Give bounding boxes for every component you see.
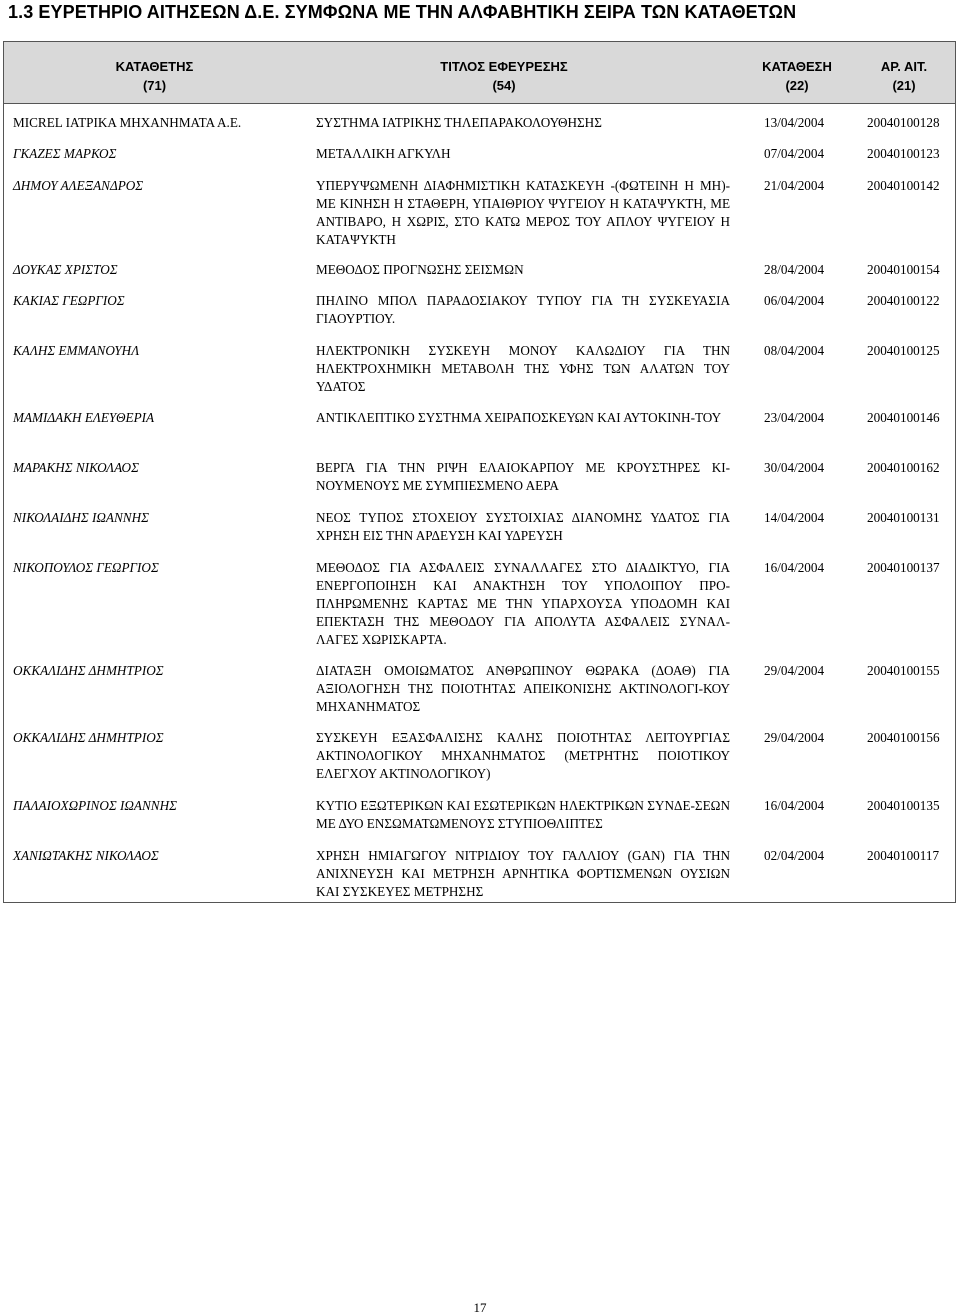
applicant-name: ΟΚΚΑΛΙΔΗΣ ΔΗΜΗΤΡΙΟΣ [13,730,164,745]
filing-date: 29/04/2004 [764,730,825,745]
applicant-name: ΠΑΛΑΙΟΧΩΡΙΝΟΣ ΙΩΑΝΝΗΣ [13,798,177,813]
header-applicant-code: (71) [142,78,167,93]
application-number: 20040100135 [867,798,940,813]
applicant-name: ΝΙΚΟΛΑΙΔΗΣ ΙΩΑΝΝΗΣ [13,510,149,525]
header-filing-date [737,57,857,95]
applicant-name: ΧΑΝΙΩΤΑΚΗΣ ΝΙΚΟΛΑΟΣ [13,848,159,863]
application-number: 20040100137 [867,560,940,575]
invention-title: ΝΕΟΣ ΤΥΠΟΣ ΣΤΟΧΕΙΟΥ ΣΥΣΤΟΙΧΙΑΣ ΔΙΑΝΟΜΗΣ ΥΔΑΤΟΣ ΓΙΑ ΧΡΗΣΗ ΕΙΣ ΤΗΝ ΑΡΔΕΥΣΗ ΚΑΙ ΥΔΡΕΥΣΗ [316,510,730,543]
page-number: 17 [473,1300,487,1315]
header-application-number-code: (21) [892,78,916,93]
filing-date: 16/04/2004 [764,560,825,575]
header-filing-date-code: (22) [785,78,809,93]
application-number: 20040100123 [867,146,940,161]
table-header [4,42,955,104]
applicant-name: ΔΗΜΟΥ ΑΛΕΞΑΝΔΡΟΣ [13,178,144,193]
header-title-label: ΤΙΤΛΟΣ ΕΦΕΥΡΕΣΗΣ [440,59,568,74]
filing-date: 06/04/2004 [764,293,825,308]
header-application-number-label: ΑΡ. ΑΙΤ. [880,59,928,74]
header-applicant-label: ΚΑΤΑΘΕΤΗΣ [115,59,194,74]
invention-title: ΜΕΤΑΛΛΙΚΗ ΑΓΚΥΛΗ [316,146,451,161]
application-number: 20040100142 [867,178,940,193]
applications-table [3,41,956,903]
invention-title: ΜΕΘΟΔΟΣ ΓΙΑ ΑΣΦΑΛΕΙΣ ΣΥΝΑΛΛΑΓΕΣ ΣΤΟ ΔΙΑΔΙΚΤΥΟ, ΓΙΑ ΕΝΕΡΓΟΠΟΙΗΣΗ ΚΑΙ ΑΝΑΚΤΗΣΗ ΤΟΥ ΥΠΟΛΟΙΠΟΥ ΠΡΟ-ΠΛΗΡΩΜΕΝΗΣ ΚΑΡΤΑΣ ΜΕ ΤΗΝ ΥΠΑΡΧΟΥΣΑ ΥΠΟΔΟΜΗ ΚΑΙ ΕΠΕΚΤΑΣΗ ΤΗΣ ΜΕΘΟΔΟΥ ΓΙΑ ΑΠΟΛΥΤΑ ΑΣΦΑΛΕΙΣ ΣΥΝΑΛ-ΛΑΓΕΣ ΧΩΡΙΣΚΑΡΤΑ. [316,560,730,647]
invention-title: ΣΥΣΚΕΥΗ ΕΞΑΣΦΑΛΙΣΗΣ ΚΑΛΗΣ ΠΟΙΟΤΗΤΑΣ ΛΕΙΤΟΥΡΓΙΑΣ ΑΚΤΙΝΟΛΟΓΙΚΟΥ ΜΗΧΑΝΗΜΑΤΟΣ (ΜΕΤΡΗΤΗΣ ΠΟΙΟΤΙΚΟΥ ΕΛΕΓΧΟΥ ΑΚΤΙΝΟΛΟΓΙΚΟΥ) [316,730,730,781]
filing-date: 07/04/2004 [764,146,825,161]
header-application-number [854,57,954,95]
filing-date: 02/04/2004 [764,848,825,863]
header-filing-date-label: ΚΑΤΑΘΕΣΗ [762,59,832,74]
invention-title: ΔΙΑΤΑΞΗ ΟΜΟΙΩΜΑΤΟΣ ΑΝΘΡΩΠΙΝΟΥ ΘΩΡΑΚΑ (ΔΟΑΘ) ΓΙΑ ΑΞΙΟΛΟΓΗΣΗ ΤΗΣ ΠΟΙΟΤΗΤΑΣ ΑΠΕΙΚΟΝΙΣΗΣ ΑΚΤΙΝΟΛΟΓΙ-ΚΟΥ ΜΗΧΑΝΗΜΑΤΟΣ [316,663,730,714]
filing-date: 28/04/2004 [764,262,825,277]
application-number: 20040100128 [867,115,940,130]
invention-title: ΑΝΤΙΚΛΕΠΤΙΚΟ ΣΥΣΤΗΜΑ ΧΕΙΡΑΠΟΣΚΕΥΩΝ ΚΑΙ ΑΥΤΟΚΙΝΗ-ΤΟΥ [316,410,722,425]
filing-date: 14/04/2004 [764,510,825,525]
invention-title: ΚΥΤΙΟ ΕΞΩΤΕΡΙΚΩΝ ΚΑΙ ΕΣΩΤΕΡΙΚΩΝ ΗΛΕΚΤΡΙΚΩΝ ΣΥΝΔΕ-ΣΕΩΝ ΜΕ ΔΥΟ ΕΝΣΩΜΑΤΩΜΕΝΟΥΣ ΣΤΥΠΙΟΘΛΙΠΤΕΣ [316,798,730,831]
applicant-name: ΚΑΚΙΑΣ ΓΕΩΡΓΙΟΣ [13,293,125,308]
invention-title: ΗΛΕΚΤΡΟΝΙΚΗ ΣΥΣΚΕΥΗ ΜΟΝΟΥ ΚΑΛΩΔΙΟΥ ΓΙΑ ΤΗΝ ΗΛΕΚΤΡΟΧΗΜΙΚΗ ΜΕΤΑΒΟΛΗ ΤΗΣ ΥΦΗΣ ΤΩΝ ΑΛΑΤΩΝ ΤΟΥ ΥΔΑΤΟΣ [316,343,730,394]
filing-date: 30/04/2004 [764,460,825,475]
application-number: 20040100146 [867,410,940,425]
application-number: 20040100162 [867,460,940,475]
invention-title: ΣΥΣΤΗΜΑ ΙΑΤΡΙΚΗΣ ΤΗΛΕΠΑΡΑΚΟΛΟΥΘΗΣΗΣ [316,115,602,130]
header-title [304,57,704,95]
application-number: 20040100156 [867,730,940,745]
applicant-name: ΓΚΑΖΕΣ ΜΑΡΚΟΣ [13,146,117,161]
applicant-name: ΝΙΚΟΠΟΥΛΟΣ ΓΕΩΡΓΙΟΣ [13,560,159,575]
application-number: 20040100122 [867,293,940,308]
application-number: 20040100154 [867,262,940,277]
header-applicant [4,57,305,95]
section-title: 1.3 ΕΥΡΕΤΗΡΙΟ ΑΙΤΗΣΕΩΝ Δ.Ε. ΣΥΜΦΩΝΑ ΜΕ ΤΗΝ ΑΛΦΑΒΗΤΙΚΗ ΣΕΙΡΑ ΤΩΝ ΚΑΤΑΘΕΤΩΝ [8,2,797,22]
applicant-name: ΟΚΚΑΛΙΔΗΣ ΔΗΜΗΤΡΙΟΣ [13,663,164,678]
filing-date: 16/04/2004 [764,798,825,813]
header-title-code: (54) [492,78,516,93]
invention-title: ΠΗΛΙΝΟ ΜΠΟΛ ΠΑΡΑΔΟΣΙΑΚΟΥ ΤΥΠΟΥ ΓΙΑ ΤΗ ΣΥΣΚΕΥΑΣΙΑ ΓΙΑΟΥΡΤΙΟΥ. [316,293,730,326]
applicant-name: ΔΟΥΚΑΣ ΧΡΙΣΤΟΣ [13,262,118,277]
applicant-name: ΜΑΡΑΚΗΣ ΝΙΚΟΛΑΟΣ [13,460,139,475]
invention-title: ΜΕΘΟΔΟΣ ΠΡΟΓΝΩΣΗΣ ΣΕΙΣΜΩΝ [316,262,524,277]
invention-title: ΧΡΗΣΗ ΗΜΙΑΓΩΓΟΥ ΝΙΤΡΙΔΙΟΥ ΤΟΥ ΓΑΛΛΙΟΥ (GAN) ΓΙΑ ΤΗΝ ΑΝΙΧΝΕΥΣΗ ΚΑΙ ΜΕΤΡΗΣΗ ΑΡΝΗΤΙΚΑ ΦΟΡΤΙΣΜΕΝΩΝ ΟΥΣΙΩΝ ΚΑΙ ΣΥΣΚΕΥΕΣ ΜΕΤΡΗΣΗΣ [316,848,730,899]
application-number: 20040100125 [867,343,940,358]
filing-date: 23/04/2004 [764,410,825,425]
filing-date: 29/04/2004 [764,663,825,678]
applicant-name: MICREL ΙΑΤΡΙΚΑ ΜΗΧΑΝΗΜΑΤΑ Α.Ε. [13,115,242,130]
application-number: 20040100131 [867,510,940,525]
invention-title: ΥΠΕΡΥΨΩΜΕΝΗ ΔΙΑΦΗΜΙΣΤΙΚΗ ΚΑΤΑΣΚΕΥΗ -(ΦΩΤΕΙΝΗ Η ΜΗ)- ΜΕ ΚΙΝΗΣΗ Η ΣΤΑΘΕΡΗ, ΥΠΑΙΘΡΙΟΥ ΨΥΓΕΙΟΥ Η ΚΑΤΑΨΥΚΤΗ, ΜΕ ΑΝΤΙΒΑΡΟ, Η ΧΩΡΙΣ, ΣΤΟ ΚΑΤΩ ΜΕΡΟΣ ΤΟΥ ΑΠΛΟΥ ΨΥΓΕΙΟΥ Η ΚΑΤΑΨΥΚΤΗ [316,178,730,247]
filing-date: 08/04/2004 [764,343,825,358]
application-number: 20040100117 [867,848,940,863]
filing-date: 21/04/2004 [764,178,825,193]
applicant-name: ΜΑΜΙΔΑΚΗ ΕΛΕΥΘΕΡΙΑ [13,410,155,425]
invention-title: ΒΕΡΓΑ ΓΙΑ ΤΗΝ ΡΙΨΗ ΕΛΑΙΟΚΑΡΠΟΥ ΜΕ ΚΡΟΥΣΤΗΡΕΣ ΚΙ-ΝΟΥΜΕΝΟΥΣ ΜΕ ΣΥΜΠΙΕΣΜΕΝΟ ΑΕΡΑ [316,460,730,493]
applicant-name: ΚΑΛΗΣ ΕΜΜΑΝΟΥΗΛ [13,343,140,358]
application-number: 20040100155 [867,663,940,678]
filing-date: 13/04/2004 [764,115,825,130]
